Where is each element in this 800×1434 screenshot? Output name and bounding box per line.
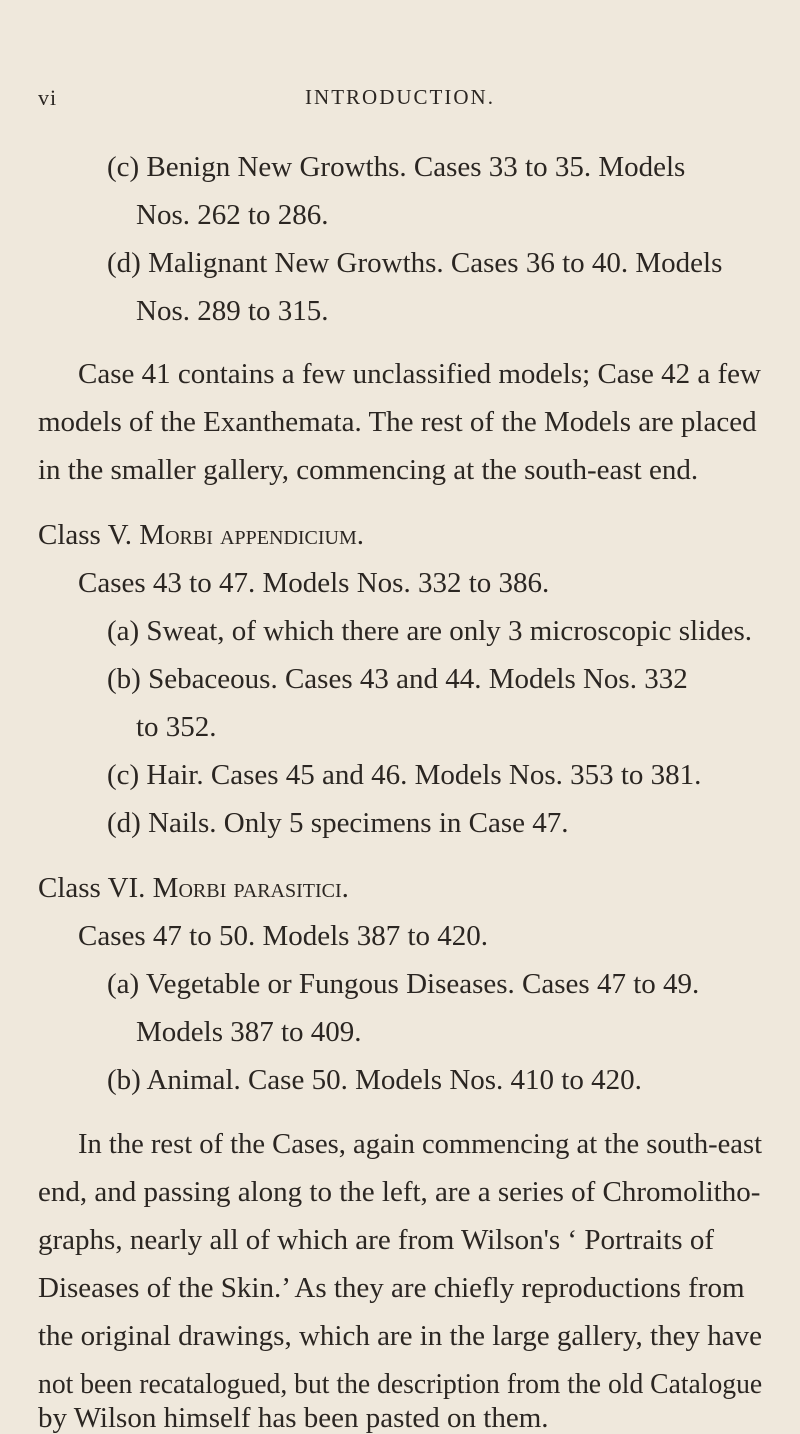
class-v-item-b-line-1: (b) Sebaceous. Cases 43 and 44. Models Nos. 332 (107, 663, 688, 695)
paragraph-1-line-3: in the smaller gallery, commencing at the south-east end. (38, 454, 699, 486)
class-v-item-a: (a) Sweat, of which there are only 3 microscopic slides. (107, 615, 753, 647)
running-title: INTRODUCTION. (305, 85, 495, 109)
class-vi-cases: Cases 47 to 50. Models 387 to 420. (78, 920, 489, 952)
page-header (38, 85, 762, 115)
item-c-line-1: (c) Benign New Growths. Cases 33 to 35. Models (107, 151, 686, 183)
class-vi-heading (38, 874, 349, 903)
paragraph-2-line-7: by Wilson himself has been pasted on them. (38, 1402, 549, 1434)
item-d-line-2: Nos. 289 to 315. (136, 295, 329, 327)
paragraph-2-line-1: In the rest of the Cases, again commencing at the south-east (78, 1128, 763, 1160)
paragraph-2-line-2: end, and passing along to the left, are a series of Chromolitho- (38, 1176, 761, 1208)
page-number: vi (38, 85, 58, 110)
class-vi-item-a-line-2: Models 387 to 409. (136, 1016, 362, 1048)
paragraph-2-line-5: the original drawings, which are in the large gallery, they have (38, 1320, 762, 1352)
paragraph-1-line-2: models of the Exanthemata. The rest of the Models are placed (38, 406, 757, 438)
class-v-item-b-line-2: to 352. (136, 711, 217, 743)
paragraph-2-line-4: Diseases of the Skin.’ As they are chiefly reproductions from (38, 1272, 745, 1304)
class-vi-label: Class VI. (38, 872, 146, 904)
class-v-label: Class V. (38, 519, 133, 551)
class-v-item-d: (d) Nails. Only 5 specimens in Case 47. (107, 807, 569, 839)
class-v-item-c: (c) Hair. Cases 45 and 46. Models Nos. 353 to 381. (107, 759, 702, 791)
class-vi-name: Morbi parasitici. (152, 872, 349, 904)
paragraph-2-line-3: graphs, nearly all of which are from Wilson's ‘ Portraits of (38, 1224, 714, 1256)
paragraph-2-line-6: not been recatalogued, but the description from the old Catalogue (38, 1368, 763, 1400)
paragraph-1-line-1: Case 41 contains a few unclassified models; Case 42 a few (78, 358, 761, 390)
class-vi-item-a-line-1: (a) Vegetable or Fungous Diseases. Cases 47 to 49. (107, 968, 700, 1000)
class-vi-item-b: (b) Animal. Case 50. Models Nos. 410 to 420. (107, 1064, 642, 1096)
class-v-name: Morbi appendicium. (139, 519, 365, 551)
item-c-line-2: Nos. 262 to 286. (136, 199, 329, 231)
item-d-line-1: (d) Malignant New Growths. Cases 36 to 40. Models (107, 247, 723, 279)
class-v-cases: Cases 43 to 47. Models Nos. 332 to 386. (78, 567, 550, 599)
class-v-heading (38, 521, 364, 550)
